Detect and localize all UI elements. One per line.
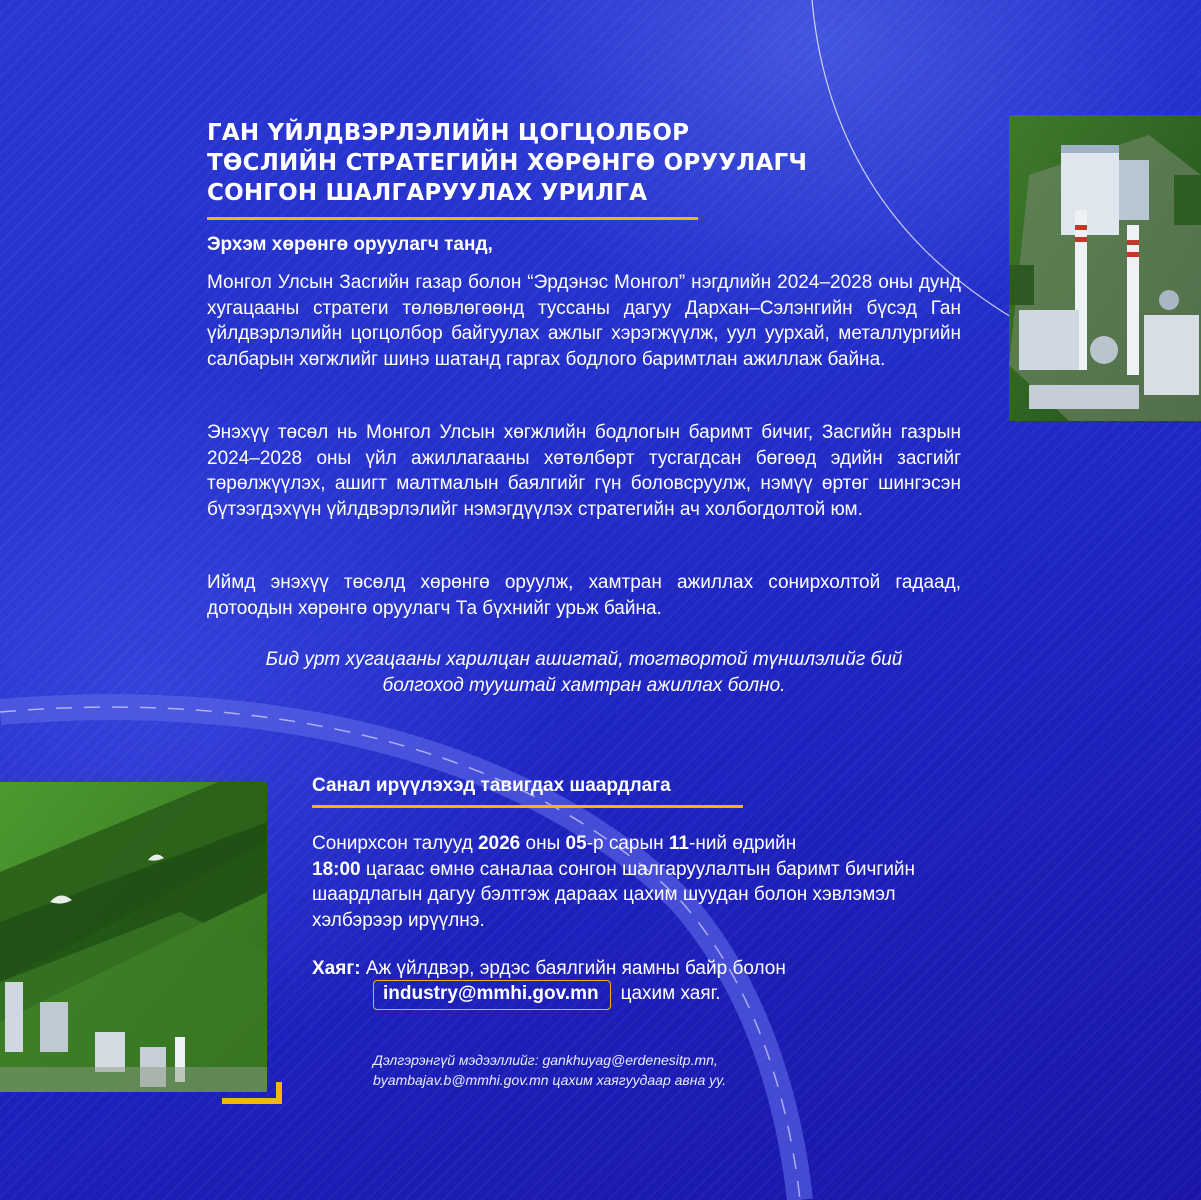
title-line-3: СОНГОН ШАЛГАРУУЛАХ УРИЛГА xyxy=(207,180,648,206)
factory-photo xyxy=(1009,115,1201,421)
address-email-line xyxy=(373,980,721,1010)
paragraph-3: Иймд энэхүү төсөлд хөрөнгө оруулж, хамтран ажиллах сонирхолтой гадаад, дотоодын хөрөнгө оруулагч Та бүхнийг урьж байна. xyxy=(207,572,961,619)
title-line-2: ТӨСЛИЙН СТРАТЕГИЙН ХӨРӨНГӨ ОРУУЛАГЧ xyxy=(207,150,808,176)
gold-corner-frame xyxy=(222,1082,282,1104)
requirements-text xyxy=(312,831,972,933)
email-link[interactable]: industry@mmhi.gov.mn xyxy=(373,980,611,1010)
title-underline xyxy=(207,217,698,220)
more-info-line-2: byambajav.b@mmhi.gov.mn цахим хаягуудаар авна уу. xyxy=(373,1072,727,1088)
closing-line-1: Бид урт хугацааны харилцан ашигтай, тогтвортой түншлэлийг бий xyxy=(265,649,903,670)
page-title xyxy=(207,118,857,208)
address-label: Хаяг: xyxy=(312,958,361,979)
paragraph-1: Монгол Улсын Засгийн газар болон “Эрдэнэс Монгол” нэгдлийн 2024–2028 оны дунд хугацааны стратеги төлөвлөгөөнд туссаны дагуу Дархан–Сэлэнгийн бүсэд Ган үйлдвэрлэлийн цогцолбор байгуулах ажлыг хэрэгжүүлж, уул уурхай, металлургийн салбарын хөгжлийг шинэ шатанд гаргах бодлого баримтлан ажиллаж байна. xyxy=(207,272,961,370)
email-suffix: цахим хаяг. xyxy=(620,983,721,1004)
req-text-3: -р сарын xyxy=(586,833,669,854)
address-text: Аж үйлдвэр, эрдэс баялгийн яамны байр болон xyxy=(360,958,786,979)
req-text-5: цагаас өмнө саналаа сонгон шалгаруулалтын баримт бичгийн шаардлагын дагуу бэлтгэж дараах цахим шуудан болон хэвлэмэл хэлбэрээр ирүүлнэ. xyxy=(312,858,916,931)
req-text-2: оны xyxy=(520,833,566,854)
req-text-4: -ний өдрийн xyxy=(689,833,797,854)
deadline-day: 11 xyxy=(668,833,689,854)
closing-statement xyxy=(207,647,961,698)
more-info-line-1: Дэлгэрэнгүй мэдээллийг: gankhuyag@erdenesitp.mn, xyxy=(373,1052,718,1068)
title-line-1: ГАН ҮЙЛДВЭРЛЭЛИЙН ЦОГЦОЛБОР xyxy=(207,120,690,146)
forest-photo xyxy=(0,782,267,1092)
requirements-title: Санал ирүүлэхэд тавигдах шаардлага xyxy=(312,775,671,796)
closing-line-2: болгоход тууштай хамтран ажиллах болно. xyxy=(382,674,786,696)
requirements-underline xyxy=(312,805,743,808)
more-info xyxy=(373,1050,726,1090)
paragraph-2: Энэхүү төсөл нь Монгол Улсын хөгжлийн бодлогын баримт бичиг, Засгийн газрын 2024–2028 оны үйл ажиллагааны хөтөлбөрт тусгагдсан бөгөөд эдийн засгийг төрөлжүүлэх, ашигт малтмалын баялгийг гүн боловсруулж, нэмүү өртөг шингэсэн бүтээгдэхүүн үйлдвэрлэлийг нэмэгдүүлэх стратегийн ач холбогдолтой юм. xyxy=(207,422,961,520)
deadline-month: 05 xyxy=(565,833,587,854)
address-line xyxy=(312,955,786,982)
deadline-year: 2026 xyxy=(477,833,521,854)
greeting: Эрхэм хөрөнгө оруулагч танд, xyxy=(207,234,493,255)
deadline-time: 18:00 xyxy=(312,858,361,880)
req-text-1: Сонирхсон талууд xyxy=(312,833,478,854)
